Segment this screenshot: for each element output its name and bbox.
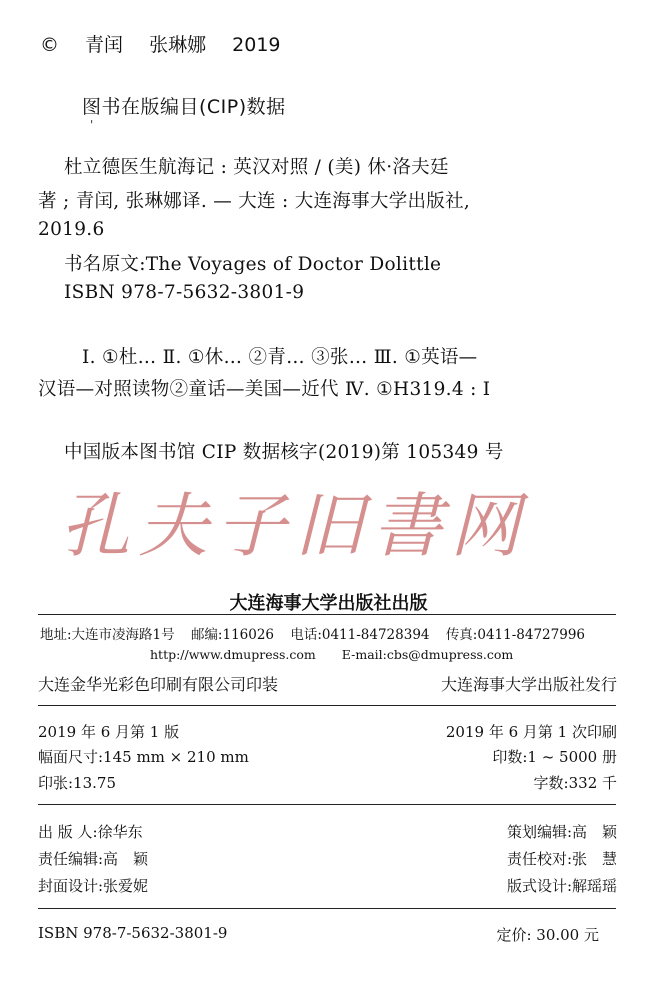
- postcode: 邮编:116026: [190, 627, 275, 643]
- word-count: 字数:332 千: [533, 774, 617, 792]
- publisher-name: 大连海事大学出版社出版: [229, 593, 428, 614]
- watermark: 孔夫子旧書网: [60, 485, 528, 567]
- planning-editor: 策划编辑:高 颖: [506, 823, 617, 841]
- cip-original-title: 书名原文:The Voyages of Doctor Dolittle: [64, 254, 442, 275]
- footer-isbn: ISBN 978-7-5632-3801-9: [38, 924, 228, 942]
- address-line: [40, 623, 597, 643]
- cip-classification-2: 汉语—对照读物②童话—美国—近代 Ⅳ. ①H319.4 : I: [38, 379, 491, 400]
- translator-1: 青闰: [85, 34, 124, 56]
- cip-line-3: 2019.6: [38, 219, 105, 240]
- layout-designer: 版式设计:解瑶瑶: [506, 877, 617, 895]
- cip-line-1: 杜立德医生航海记 : 英汉对照 / (美) 休·洛夫廷: [64, 157, 449, 178]
- cip-record-number: 中国版本图书馆 CIP 数据核字(2019)第 105349 号: [64, 442, 504, 463]
- divider: [38, 804, 616, 805]
- copyright-year: 2019: [232, 34, 281, 56]
- edition: 2019 年 6 月第 1 版: [38, 723, 180, 741]
- print-count: 印数:1 ~ 5000 册: [492, 748, 617, 766]
- proofreader: 责任校对:张 慧: [506, 850, 617, 868]
- email: E-mail:cbs@dmupress.com: [341, 647, 514, 662]
- fax: 传真:0411-84727996: [445, 627, 585, 643]
- printer: 大连金华光彩色印刷有限公司印装: [38, 675, 279, 694]
- printed-sheets: 印张:13.75: [38, 774, 116, 792]
- cover-designer: 封面设计:张爱妮: [38, 877, 149, 895]
- divider: [38, 705, 616, 706]
- translator-2: 张琳娜: [149, 34, 207, 56]
- cip-title: 图书在版编目(CIP)数据: [82, 96, 286, 118]
- divider: [38, 614, 616, 615]
- phone: 电话:0411-84728394: [290, 627, 430, 643]
- printing: 2019 年 6 月第 1 次印刷: [445, 723, 617, 741]
- distributor: 大连海事大学出版社发行: [440, 675, 617, 694]
- cip-tick-mark: ': [90, 118, 94, 132]
- copyright-line: [40, 30, 301, 57]
- copyright-symbol: ©: [40, 34, 59, 56]
- cip-isbn: ISBN 978-7-5632-3801-9: [64, 282, 305, 303]
- address: 地址:大连市凌海路1号: [40, 627, 175, 643]
- web-line: [150, 647, 535, 662]
- responsible-editor: 责任编辑:高 颖: [38, 850, 149, 868]
- cip-classification-1: Ⅰ. ①杜… Ⅱ. ①休… ②青… ③张… Ⅲ. ①英语—: [82, 347, 478, 368]
- cip-line-2: 著 ; 青闰, 张琳娜译. — 大连 : 大连海事大学出版社,: [38, 191, 471, 212]
- website: http://www.dmupress.com: [150, 647, 316, 662]
- page-size: 幅面尺寸:145 mm × 210 mm: [38, 748, 249, 766]
- price: 定价: 30.00 元: [496, 926, 599, 944]
- divider: [38, 908, 616, 909]
- publisher-person: 出 版 人:徐华东: [38, 823, 143, 841]
